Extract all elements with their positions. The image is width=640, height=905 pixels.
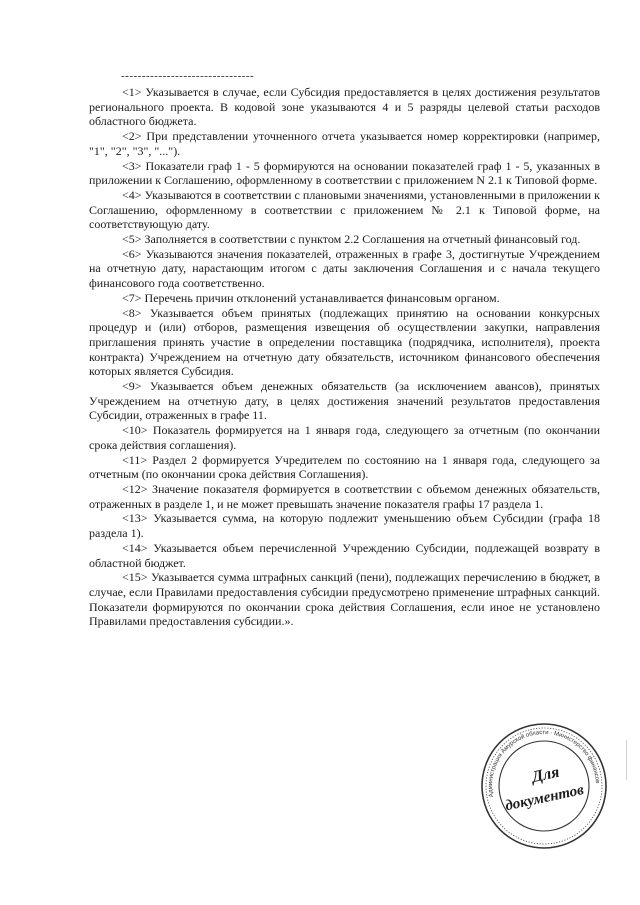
footnote-14: <14> Указывается объем перечисленной Учреждению Субсидии, подлежащей возврату в областной бюджет. bbox=[89, 540, 600, 570]
stamp-graphic bbox=[466, 708, 623, 865]
footnote-2: <2> При представлении уточненного отчета указывается номер корректировки (например, "1", "2", "3", "..."). bbox=[89, 129, 600, 158]
footnote-9: <9> Указывается объем денежных обязательств (за исключением авансов), принятых Учреждением на отчетную дату, в целях достижения значений результатов предоставления Субсидии, отраженных в графе 11. bbox=[89, 379, 600, 423]
footnote-12: <12> Значение показателя формируется в соответствии с объемом денежных обязательств, отраженных в разделе 1, и не может превышать значение показателя графы 17 раздела 1. bbox=[89, 481, 600, 511]
footnote-separator: -------------------------------- bbox=[121, 70, 255, 82]
footnote-15: <15> Указывается сумма штрафных санкций (пени), подлежащих перечислению в бюджет, в случае, если Правилами предоставления субсидии предусмотрено применение штрафных санкций. Показатели формируются по окончании срока действия Соглашения, если иное не установлено Правилами предоставления субсидии.». bbox=[89, 570, 600, 629]
footnote-5: <5> Заполняется в соответствии с пунктом 2.2 Соглашения на отчетный финансовый год. bbox=[122, 232, 581, 247]
stamp-ring-text: Администрация Амурской области · Министерство финансов bbox=[487, 729, 600, 798]
footnote-4: <4> Указываются в соответствии с плановыми значениями, установленными в приложении к Соглашению, оформленному в соответствии с приложением № 2.1 к Типовой форме, на соответствующую дату. bbox=[89, 187, 600, 232]
scan-margin-mark bbox=[626, 740, 627, 780]
footnote-13: <13> Указывается сумма, на которую подлежит уменьшению объем Субсидии (графа 18 раздела 1). bbox=[89, 511, 600, 541]
footnote-11: <11> Раздел 2 формируется Учредителем по состоянию на 1 января года, следующего за отчетным (по окончании срока действия Соглашения). bbox=[89, 452, 600, 482]
footnote-7: <7> Перечень причин отклонений устанавливается финансовым органом. bbox=[122, 290, 500, 305]
footnote-10: <10> Показатель формируется на 1 января года, следующего за отчетным (по окончании срока действия соглашения). bbox=[89, 423, 600, 452]
footnote-8: <8> Указывается объем принятых (подлежащих принятию на основании конкурсных процедур и (или) отборов, размещения извещения об осуществлении закупки, направления приглашения принять участие в определении поставщика (подрядчика, исполнителя), проекта контракта) Учреждением на отчетную дату обязательств, источником финансового обеспечения которых является Субсидия. bbox=[89, 305, 600, 379]
stamp-line-2: документов bbox=[503, 782, 586, 815]
stamp-for-documents bbox=[466, 708, 623, 865]
footnote-1: <1> Указывается в случае, если Субсидия предоставляется в целях достижения результатов регионального проекта. В кодовой зоне указываются 4 и 5 разряды целевой статьи расходов областного бюджета. bbox=[89, 85, 600, 129]
footnote-6: <6> Указываются значения показателей, отраженных в графе 3, достигнутые Учреждением на отчетную дату, нарастающим итогом с даты заключения Соглашения и с начала текущего финансового года соответственно. bbox=[89, 246, 600, 291]
footnotes-list bbox=[89, 85, 600, 629]
stamp-line-1: Для bbox=[530, 763, 561, 787]
footnote-3: <3> Показатели граф 1 - 5 формируются на основании показателей граф 1 - 5, указанных в приложении к Соглашению, оформленному в соответствии с приложением N 2.1 к Типовой форме. bbox=[89, 158, 600, 188]
